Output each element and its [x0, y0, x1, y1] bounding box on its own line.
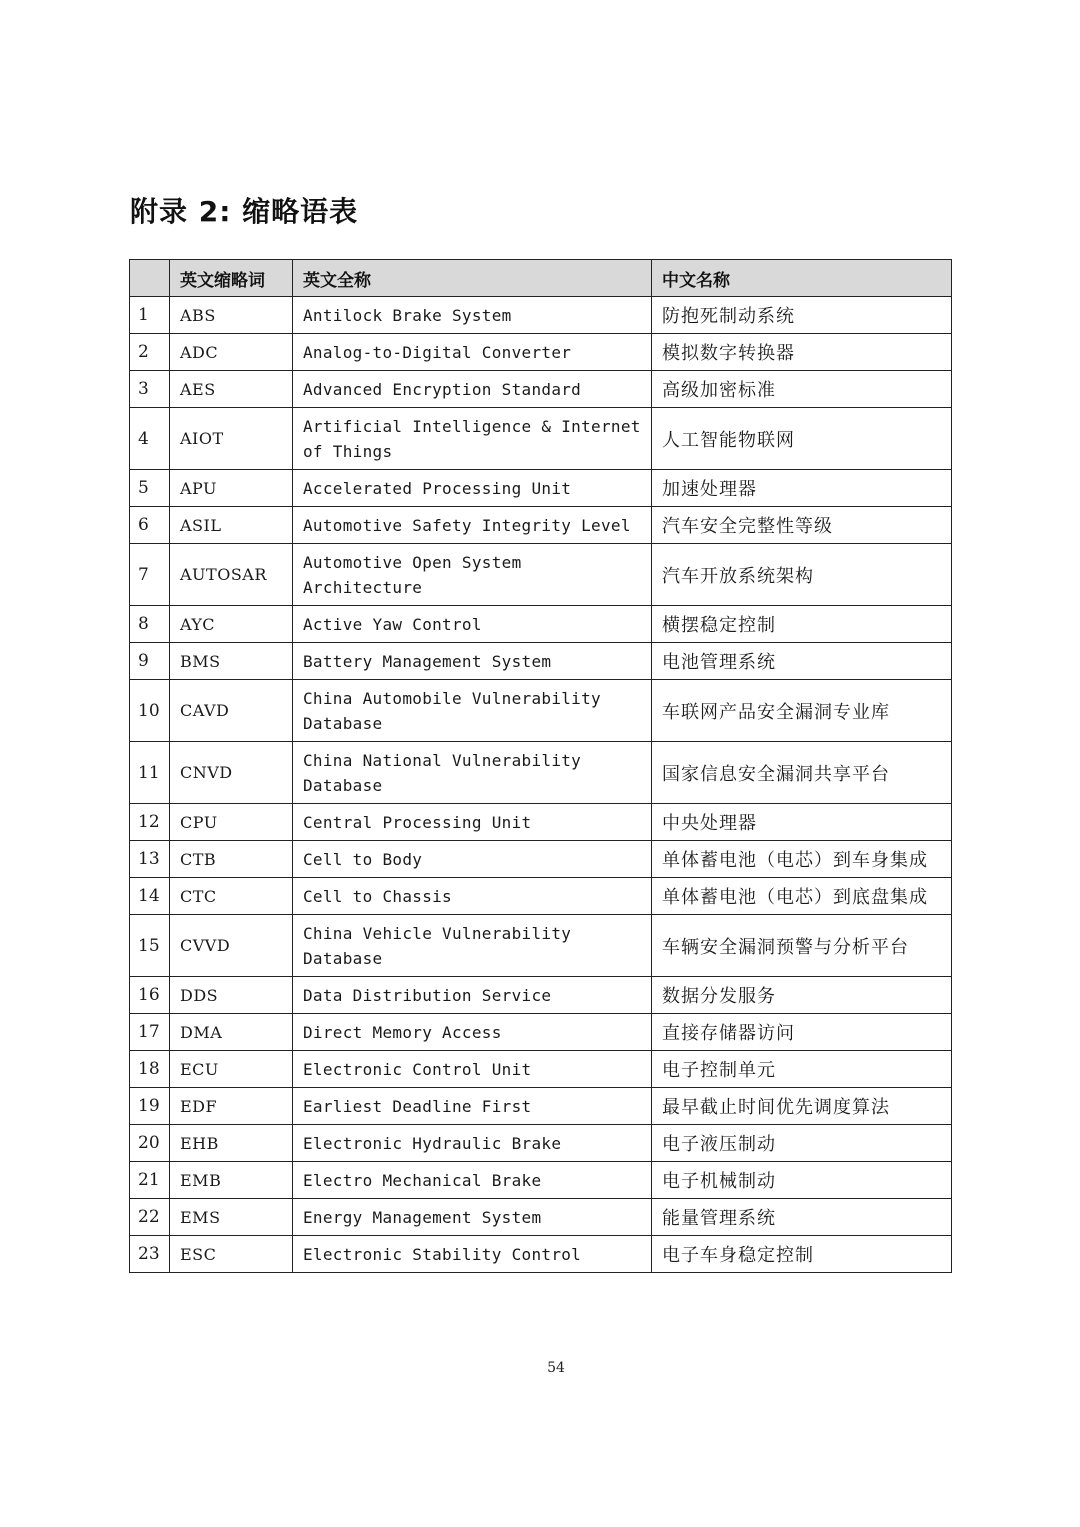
- row-chinese-name: 横摆稳定控制: [652, 606, 952, 643]
- row-english-full-name: Artificial Intelligence & Internet of Things: [293, 408, 652, 470]
- table-row: [130, 1199, 952, 1236]
- row-english-full-name: China Automobile Vulnerability Database: [293, 680, 652, 742]
- row-abbreviation: DMA: [170, 1014, 293, 1051]
- row-abbreviation: ECU: [170, 1051, 293, 1088]
- page-number: 54: [547, 1360, 565, 1376]
- table-row: [130, 915, 952, 977]
- row-number: 2: [130, 334, 170, 371]
- row-chinese-name: 人工智能物联网: [652, 408, 952, 470]
- row-english-full-name: Battery Management System: [293, 643, 652, 680]
- row-abbreviation: CTB: [170, 841, 293, 878]
- table-row: [130, 841, 952, 878]
- table-row: [130, 1236, 952, 1273]
- page-title: 附录 2: 缩略语表: [130, 195, 359, 228]
- row-english-full-name: Earliest Deadline First: [293, 1088, 652, 1125]
- row-english-full-name: Automotive Open System Architecture: [293, 544, 652, 606]
- row-number: 17: [130, 1014, 170, 1051]
- row-english-full-name: Analog-to-Digital Converter: [293, 334, 652, 371]
- row-abbreviation: CNVD: [170, 742, 293, 804]
- table-row: [130, 1051, 952, 1088]
- row-chinese-name: 电池管理系统: [652, 643, 952, 680]
- row-abbreviation: CPU: [170, 804, 293, 841]
- row-chinese-name: 加速处理器: [652, 470, 952, 507]
- row-abbreviation: EMS: [170, 1199, 293, 1236]
- row-english-full-name: Central Processing Unit: [293, 804, 652, 841]
- row-chinese-name: 单体蓄电池（电芯）到车身集成: [652, 841, 952, 878]
- row-chinese-name: 数据分发服务: [652, 977, 952, 1014]
- row-chinese-name: 直接存储器访问: [652, 1014, 952, 1051]
- table-row: [130, 1014, 952, 1051]
- table-row: [130, 1088, 952, 1125]
- row-english-full-name: Accelerated Processing Unit: [293, 470, 652, 507]
- row-chinese-name: 单体蓄电池（电芯）到底盘集成: [652, 878, 952, 915]
- table-row: [130, 878, 952, 915]
- row-english-full-name: China National Vulnerability Database: [293, 742, 652, 804]
- table-body: [130, 297, 952, 1273]
- row-abbreviation: ESC: [170, 1236, 293, 1273]
- row-english-full-name: Active Yaw Control: [293, 606, 652, 643]
- row-abbreviation: EMB: [170, 1162, 293, 1199]
- row-english-full-name: Electronic Hydraulic Brake: [293, 1125, 652, 1162]
- row-abbreviation: ABS: [170, 297, 293, 334]
- header-english-full-name: 英文全称: [293, 260, 652, 297]
- table-row: [130, 1125, 952, 1162]
- row-number: 12: [130, 804, 170, 841]
- row-chinese-name: 汽车开放系统架构: [652, 544, 952, 606]
- header-chinese-name: 中文名称: [652, 260, 952, 297]
- table-row: [130, 334, 952, 371]
- row-english-full-name: China Vehicle Vulnerability Database: [293, 915, 652, 977]
- row-number: 7: [130, 544, 170, 606]
- row-chinese-name: 电子液压制动: [652, 1125, 952, 1162]
- row-abbreviation: DDS: [170, 977, 293, 1014]
- row-english-full-name: Cell to Body: [293, 841, 652, 878]
- row-number: 21: [130, 1162, 170, 1199]
- row-chinese-name: 最早截止时间优先调度算法: [652, 1088, 952, 1125]
- row-number: 13: [130, 841, 170, 878]
- row-number: 10: [130, 680, 170, 742]
- row-chinese-name: 能量管理系统: [652, 1199, 952, 1236]
- row-chinese-name: 模拟数字转换器: [652, 334, 952, 371]
- row-abbreviation: ASIL: [170, 507, 293, 544]
- row-chinese-name: 防抱死制动系统: [652, 297, 952, 334]
- table-row: [130, 680, 952, 742]
- row-english-full-name: Data Distribution Service: [293, 977, 652, 1014]
- table-row: [130, 371, 952, 408]
- row-number: 18: [130, 1051, 170, 1088]
- table-row: [130, 408, 952, 470]
- row-number: 1: [130, 297, 170, 334]
- row-number: 15: [130, 915, 170, 977]
- row-english-full-name: Antilock Brake System: [293, 297, 652, 334]
- row-chinese-name: 汽车安全完整性等级: [652, 507, 952, 544]
- row-chinese-name: 中央处理器: [652, 804, 952, 841]
- row-chinese-name: 车联网产品安全漏洞专业库: [652, 680, 952, 742]
- row-number: 14: [130, 878, 170, 915]
- row-chinese-name: 国家信息安全漏洞共享平台: [652, 742, 952, 804]
- row-number: 16: [130, 977, 170, 1014]
- table-row: [130, 1162, 952, 1199]
- row-abbreviation: APU: [170, 470, 293, 507]
- row-chinese-name: 车辆安全漏洞预警与分析平台: [652, 915, 952, 977]
- row-abbreviation: CAVD: [170, 680, 293, 742]
- row-abbreviation: CTC: [170, 878, 293, 915]
- row-chinese-name: 电子机械制动: [652, 1162, 952, 1199]
- row-number: 8: [130, 606, 170, 643]
- row-number: 4: [130, 408, 170, 470]
- row-number: 9: [130, 643, 170, 680]
- row-abbreviation: EDF: [170, 1088, 293, 1125]
- header-index: [130, 260, 170, 297]
- table-row: [130, 804, 952, 841]
- table-row: [130, 544, 952, 606]
- table-row: [130, 977, 952, 1014]
- row-english-full-name: Direct Memory Access: [293, 1014, 652, 1051]
- row-english-full-name: Electro Mechanical Brake: [293, 1162, 652, 1199]
- row-number: 20: [130, 1125, 170, 1162]
- row-english-full-name: Electronic Stability Control: [293, 1236, 652, 1273]
- header-abbreviation: 英文缩略词: [170, 260, 293, 297]
- row-number: 3: [130, 371, 170, 408]
- row-chinese-name: 电子车身稳定控制: [652, 1236, 952, 1273]
- table-header-row: [130, 260, 952, 297]
- table-row: [130, 643, 952, 680]
- row-abbreviation: EHB: [170, 1125, 293, 1162]
- table-row: [130, 297, 952, 334]
- table-row: [130, 742, 952, 804]
- row-abbreviation: AYC: [170, 606, 293, 643]
- row-number: 23: [130, 1236, 170, 1273]
- row-abbreviation: AES: [170, 371, 293, 408]
- row-english-full-name: Cell to Chassis: [293, 878, 652, 915]
- row-chinese-name: 电子控制单元: [652, 1051, 952, 1088]
- row-english-full-name: Energy Management System: [293, 1199, 652, 1236]
- table-row: [130, 507, 952, 544]
- row-chinese-name: 高级加密标准: [652, 371, 952, 408]
- table-row: [130, 606, 952, 643]
- row-english-full-name: Electronic Control Unit: [293, 1051, 652, 1088]
- abbreviation-table: [129, 259, 952, 1273]
- row-english-full-name: Automotive Safety Integrity Level: [293, 507, 652, 544]
- row-abbreviation: CVVD: [170, 915, 293, 977]
- row-abbreviation: AUTOSAR: [170, 544, 293, 606]
- row-abbreviation: AIOT: [170, 408, 293, 470]
- row-number: 6: [130, 507, 170, 544]
- row-english-full-name: Advanced Encryption Standard: [293, 371, 652, 408]
- table-row: [130, 470, 952, 507]
- row-number: 19: [130, 1088, 170, 1125]
- row-number: 22: [130, 1199, 170, 1236]
- row-number: 5: [130, 470, 170, 507]
- row-number: 11: [130, 742, 170, 804]
- row-abbreviation: BMS: [170, 643, 293, 680]
- row-abbreviation: ADC: [170, 334, 293, 371]
